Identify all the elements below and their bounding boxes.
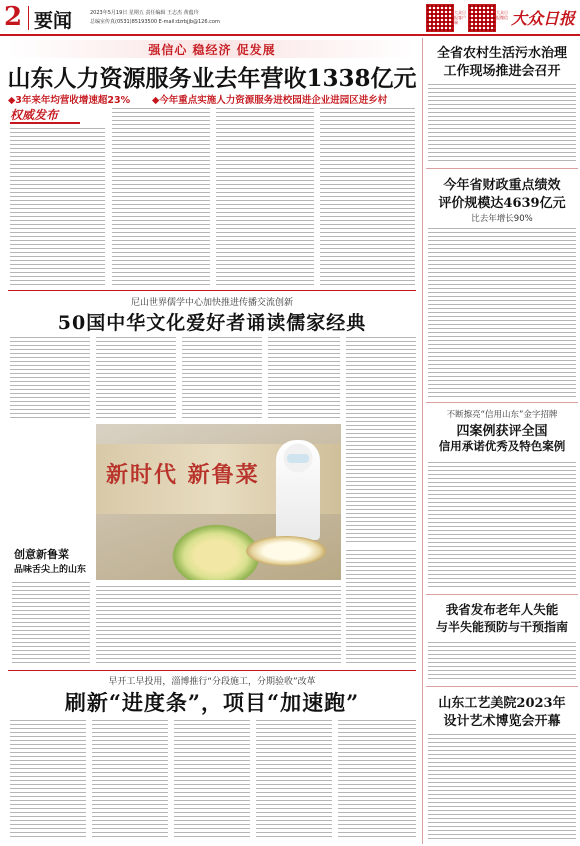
story5-title-line2: 设计艺术博览会开幕: [443, 714, 561, 729]
feature-col-2: [96, 335, 176, 420]
story3-title-line1: 四案例获评全国: [456, 424, 548, 439]
bottom-col-3: [174, 718, 250, 840]
main-story-col-4: [320, 106, 415, 286]
plate: [246, 536, 326, 566]
right-divider-4: [426, 686, 578, 687]
bottom-col-4: [256, 718, 332, 840]
feature-kicker: 尼山世界儒学中心加快推进传播交流创新: [130, 298, 293, 308]
story2-body: [428, 226, 576, 398]
story2-subtitle: 比去年增长90%: [471, 214, 533, 224]
photo-caption-title: 创意新鲁菜: [14, 548, 69, 561]
chef-mask: [287, 454, 309, 463]
story1-title-line2: 工作现场推进会召开: [443, 64, 561, 79]
divider-1: [8, 290, 416, 291]
client-qr-label: 大众日报客户端: [454, 10, 466, 25]
chef-photo: [96, 424, 341, 580]
feature-col-3: [182, 335, 262, 420]
main-subtitle-2: ◆今年重点实施人力资源服务进校园进企业进园区进乡村: [152, 95, 388, 106]
right-divider-2: [426, 402, 578, 403]
main-story-col-1: [10, 126, 105, 286]
story4-title-line2: 与半失能预防与干预指南: [435, 620, 568, 634]
story3-kicker: 不断擦亮“信用山东”金字招牌: [446, 410, 558, 420]
main-story-col-3: [216, 106, 314, 286]
story5-title-line1: 山东工艺美院2023年: [438, 696, 566, 711]
client-qr-code: [426, 4, 454, 32]
main-subtitle-1: ◆3年来年均营收增速超23%: [8, 95, 131, 106]
page-number-divider: [28, 6, 29, 30]
photo-caption-sub: 品味舌尖上的山东: [14, 565, 87, 575]
bottom-kicker: 早开工早投用，淄博推行“分段施工，分期验收”改革: [108, 677, 316, 687]
story3-body: [428, 460, 576, 590]
feature-col-5: [346, 335, 416, 545]
bottom-col-2: [92, 718, 168, 840]
photo-caption-col: [12, 580, 90, 665]
right-divider-1: [426, 168, 578, 169]
header-rule: [0, 34, 580, 36]
feature-col-6: [346, 548, 416, 664]
hotline-line: 总编室传真(0531)85193500 E-mail:dzrbjjb@126.com: [90, 19, 220, 25]
column-divider: [422, 38, 423, 844]
story1-title-line1: 全省农村生活污水治理: [436, 46, 567, 61]
banner-text: 强信心 稳经济 促发展: [148, 43, 276, 57]
story4-body: [428, 640, 576, 682]
right-divider-3: [426, 594, 578, 595]
banner-bar: [8, 40, 416, 58]
authority-badge: [10, 106, 80, 124]
feature-col-4: [268, 335, 340, 420]
story2-title-line2: 评价规模达4639亿元: [438, 196, 566, 211]
masthead: 大众日报: [511, 9, 576, 28]
divider-2: [8, 670, 416, 671]
wechat-qr-label: 大众日报微信: [496, 10, 508, 20]
feature-col-1: [10, 335, 90, 420]
story5-body: [428, 732, 576, 840]
main-story-col-2: [112, 106, 210, 286]
wechat-qr-code: [468, 4, 496, 32]
section-name: 要闻: [34, 10, 73, 32]
story3-title-line2: 信用承诺优秀及特色案例: [438, 439, 566, 453]
date-line: 2023年5月19日 星期五 责任编辑 王志杰 黄蕴玲: [90, 10, 199, 16]
photo-under-text: [96, 584, 341, 664]
bottom-col-5: [338, 718, 416, 840]
bottom-headline: 刷新“进度条”，项目“加速跑”: [64, 690, 360, 715]
bottom-col-1: [10, 718, 86, 840]
story2-title-line1: 今年省财政重点绩效: [443, 178, 561, 193]
main-headline: 山东人力资源服务业去年营收1338亿元: [7, 65, 417, 92]
feature-headline: 50国中华文化爱好者诵读儒家经典: [57, 312, 367, 334]
authority-badge-text: 权威发布: [10, 108, 59, 122]
story1-body: [428, 82, 576, 164]
photo-banner-text: 新时代 新鲁菜: [106, 462, 260, 488]
story4-title-line1: 我省发布老年人失能: [445, 602, 559, 617]
page-number: 2: [4, 2, 23, 32]
